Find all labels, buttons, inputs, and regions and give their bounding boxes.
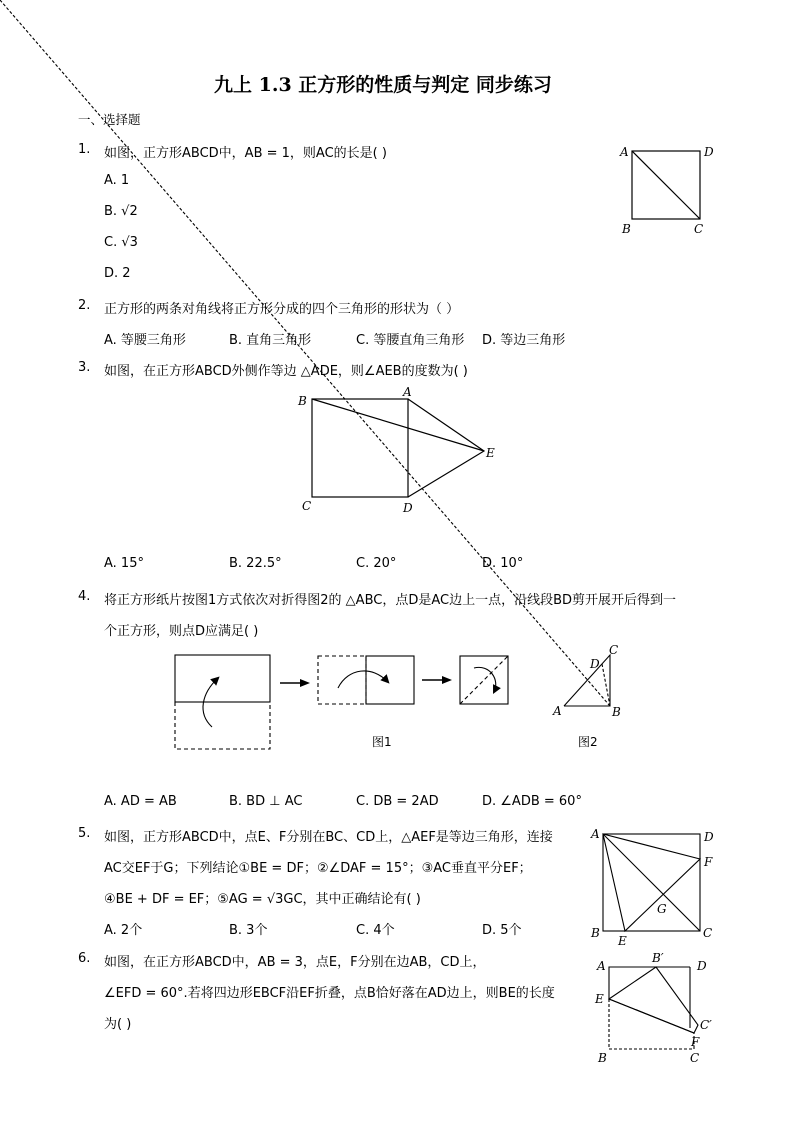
q1-option-b[interactable]: B. √2 bbox=[104, 204, 138, 219]
q6-number: 6. bbox=[78, 951, 91, 966]
q4-caption-fig2: 图2 bbox=[578, 735, 598, 749]
q3-option-c[interactable]: C. 20° bbox=[356, 556, 397, 571]
q3-option-d[interactable]: D. 10° bbox=[482, 556, 524, 571]
q4-fold-step3 bbox=[460, 656, 508, 704]
q1-number: 1. bbox=[78, 142, 91, 157]
q6-label-c-prime: C′ bbox=[700, 1018, 712, 1032]
q6-label-a: A bbox=[597, 959, 606, 973]
q4-arrow-2 bbox=[422, 676, 452, 684]
q3-square bbox=[312, 399, 408, 497]
q3-label-b: B bbox=[298, 394, 307, 408]
q6-label-b: B bbox=[598, 1051, 607, 1065]
q5-option-b[interactable]: B. 3个 bbox=[229, 923, 268, 938]
q5-option-a[interactable]: A. 2个 bbox=[104, 923, 143, 938]
q1-option-c[interactable]: C. √3 bbox=[104, 235, 138, 250]
q4-option-b[interactable]: B. BD ⊥ AC bbox=[229, 794, 303, 809]
q3-label-c: C bbox=[302, 499, 312, 513]
q5-square bbox=[603, 834, 700, 931]
q4-number: 4. bbox=[78, 589, 91, 604]
q3-number: 3. bbox=[78, 360, 91, 375]
q2-number: 2. bbox=[78, 298, 91, 313]
q6-stem-line1: 如图，在正方形ABCD中，AB = 3，点E，F分别在边AB，CD上， bbox=[104, 955, 486, 970]
q6-label-d: D bbox=[697, 959, 707, 973]
q6-label-c: C bbox=[690, 1051, 700, 1065]
q2-option-c[interactable]: C. 等腰直角三角形 bbox=[356, 333, 465, 348]
q5-label-a: A bbox=[591, 827, 600, 841]
q3-segment-be bbox=[312, 399, 484, 451]
q3-triangle bbox=[408, 399, 484, 497]
q6-square-solid bbox=[609, 967, 690, 999]
q5-diagonal-ac bbox=[603, 834, 700, 931]
q1-option-a[interactable]: A. 1 bbox=[104, 173, 130, 188]
q5-stem-line2: AC交EF于G；下列结论①BE = DF；②∠DAF = 15°；③AC垂直平分EF； bbox=[104, 861, 532, 876]
q5-label-b: B bbox=[591, 926, 600, 940]
q3-stem: 如图，在正方形ABCD外侧作等边 △ADE，则∠AEB的度数为( ) bbox=[104, 364, 468, 379]
q2-option-a[interactable]: A. 等腰三角形 bbox=[104, 333, 186, 348]
section-heading: 一、选择题 bbox=[78, 112, 141, 127]
q3-label-e: E bbox=[486, 446, 495, 460]
q1-label-a: A bbox=[620, 145, 629, 159]
q4-label-d: D bbox=[590, 657, 600, 671]
q3-label-d: D bbox=[403, 501, 413, 515]
q5-option-c[interactable]: C. 4个 bbox=[356, 923, 395, 938]
q1-label-d: D bbox=[704, 145, 714, 159]
q5-option-d[interactable]: D. 5个 bbox=[482, 923, 522, 938]
q3-option-a[interactable]: A. 15° bbox=[104, 556, 144, 571]
page-title: 九上 1.3 正方形的性质与判定 同步练习 bbox=[214, 74, 552, 96]
q5-label-g: G bbox=[657, 902, 667, 916]
q5-label-d: D bbox=[704, 830, 714, 844]
q6-label-f: F bbox=[691, 1035, 700, 1049]
q4-fold-step2 bbox=[318, 656, 414, 704]
q6-stem-line2: ∠EFD = 60°.若将四边形EBCF沿EF折叠，点B恰好落在AD边上，则BE的长度 bbox=[104, 986, 555, 1001]
q1-square bbox=[632, 151, 700, 219]
q5-label-f: F bbox=[704, 855, 713, 869]
q3-label-a: A bbox=[403, 385, 412, 399]
q4-fold-step1 bbox=[175, 655, 270, 749]
q5-stem-line1: 如图，正方形ABCD中，点E、F分别在BC、CD上，△AEF是等边三角形，连接 bbox=[104, 830, 553, 845]
q1-label-b: B bbox=[622, 222, 631, 236]
q6-label-b-prime: B′ bbox=[652, 951, 664, 965]
q4-stem-line2: 个正方形，则点D应满足( ) bbox=[104, 624, 259, 639]
q4-option-c[interactable]: C. DB = 2AD bbox=[356, 794, 439, 809]
q6-folded-quad bbox=[609, 967, 698, 1033]
q5-number: 5. bbox=[78, 826, 91, 841]
q5-stem-line3: ④BE + DF = EF；⑤AG = √3GC，其中正确结论有( ) bbox=[104, 892, 421, 907]
q4-option-a[interactable]: A. AD = AB bbox=[104, 794, 177, 809]
q4-caption-fig1: 图1 bbox=[372, 735, 392, 749]
q1-option-d[interactable]: D. 2 bbox=[104, 266, 131, 281]
q2-option-d[interactable]: D. 等边三角形 bbox=[482, 333, 566, 348]
q1-label-c: C bbox=[694, 222, 704, 236]
q5-label-e: E bbox=[618, 934, 627, 948]
q6-stem-line3: 为( ) bbox=[104, 1017, 132, 1032]
q4-stem-line1: 将正方形纸片按图1方式依次对折得图2的 △ABC，点D是AC边上一点，沿线段BD剪开展开后得到一 bbox=[104, 593, 677, 608]
q5-triangle-aef bbox=[603, 834, 700, 931]
q6-square-dashed bbox=[609, 999, 694, 1049]
q1-stem: 如图，正方形ABCD中，AB = 1，则AC的长是( ) bbox=[104, 146, 387, 161]
q6-label-e: E bbox=[595, 992, 604, 1006]
q3-option-b[interactable]: B. 22.5° bbox=[229, 556, 282, 571]
q2-option-b[interactable]: B. 直角三角形 bbox=[229, 333, 312, 348]
q4-label-a: A bbox=[553, 704, 562, 718]
q2-stem: 正方形的两条对角线将正方形分成的四个三角形的形状为（ ） bbox=[104, 302, 460, 317]
q4-label-c: C bbox=[609, 643, 619, 657]
q4-arrow-1 bbox=[280, 679, 310, 687]
q4-option-d[interactable]: D. ∠ADB = 60° bbox=[482, 794, 582, 809]
q5-label-c: C bbox=[703, 926, 713, 940]
q4-label-b: B bbox=[612, 705, 621, 719]
